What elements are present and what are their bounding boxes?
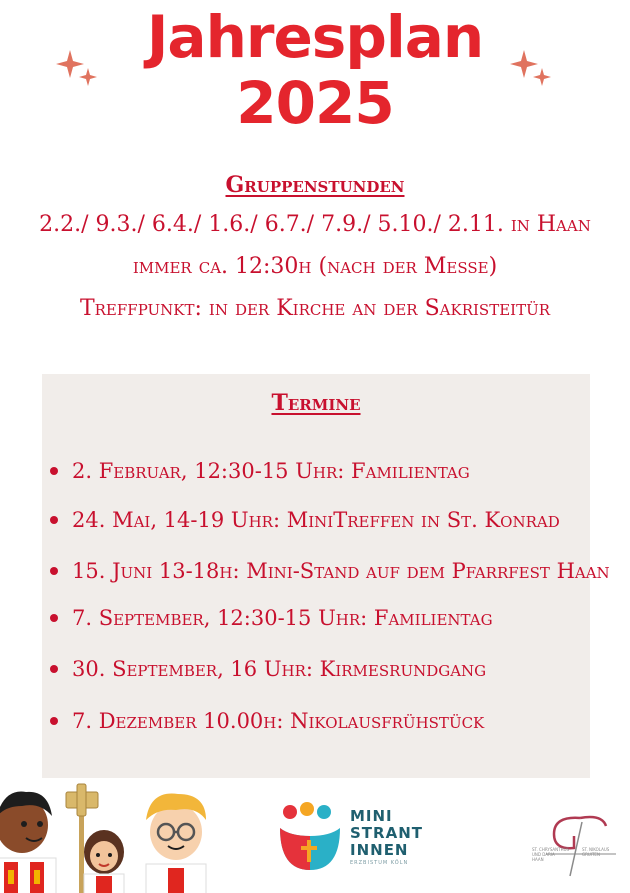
gruppenstunden-meeting-point: Treffpunkt: in der Kirche an der Sakristeitür — [79, 296, 551, 321]
termine-box — [42, 374, 610, 778]
list-item — [50, 556, 610, 586]
list-item — [50, 505, 590, 535]
gruppenstunden-heading: Gruppenstunden — [225, 172, 405, 198]
termin-text: 7. Dezember 10.00h: Nikolausfrühstück — [72, 709, 485, 733]
sparkle-icon-right — [510, 46, 554, 90]
gruppenstunden-time: immer ca. 12:30h (nach der Messe) — [132, 254, 498, 279]
termin-text: 24. Mai, 14-19 Uhr: MiniTreffen in St. Konrad — [72, 508, 560, 532]
logo-line-3: INNEN — [350, 841, 409, 859]
bullet-icon — [50, 717, 58, 725]
parish-left-name: ST. CHRYSANTHUS UND DARIA — [532, 847, 570, 857]
logo-line-1: MINI — [350, 807, 393, 825]
bullet-icon — [50, 516, 58, 524]
parish-left-place: HAAN — [532, 857, 544, 862]
ministranten-logo-icon — [276, 802, 346, 872]
sparkle-icon-left — [56, 46, 100, 90]
bullet-icon — [50, 665, 58, 673]
termin-text: 30. September, 16 Uhr: Kirmesrundgang — [72, 657, 487, 681]
ministranten-logo-text — [350, 808, 423, 867]
list-item — [50, 654, 590, 684]
list-item — [50, 706, 590, 736]
termine-heading: Termine — [271, 390, 361, 416]
logo-line-2: STRANT — [350, 824, 423, 842]
termin-text: 15. Juni 13-18h: Mini-Stand auf dem Pfarrfest Haan — [72, 559, 610, 583]
footer — [0, 780, 630, 893]
list-item — [50, 603, 590, 633]
parish-right-place: GRUITEN — [582, 852, 600, 857]
termin-text: 2. Februar, 12:30-15 Uhr: Familientag — [72, 459, 470, 483]
logo-subtitle: ERZBISTUM KÖLN — [350, 860, 409, 866]
list-item — [50, 456, 590, 486]
altar-servers-illustration — [0, 780, 220, 893]
parish-logo-right-text — [582, 847, 622, 857]
bullet-icon — [50, 567, 58, 575]
parish-logo-left-text — [532, 847, 572, 862]
bullet-icon — [50, 467, 58, 475]
bullet-icon — [50, 614, 58, 622]
parish-right-name: ST. NIKOLAUS — [582, 847, 610, 852]
page-year: 2025 — [236, 69, 394, 137]
page-title: Jahresplan — [146, 3, 484, 71]
termin-text: 7. September, 12:30-15 Uhr: Familientag — [72, 606, 493, 630]
gruppenstunden-dates: 2.2./ 9.3./ 6.4./ 1.6./ 6.7./ 7.9./ 5.10./ 2.11. in Haan — [39, 212, 591, 237]
parish-logo-icon — [540, 810, 620, 880]
